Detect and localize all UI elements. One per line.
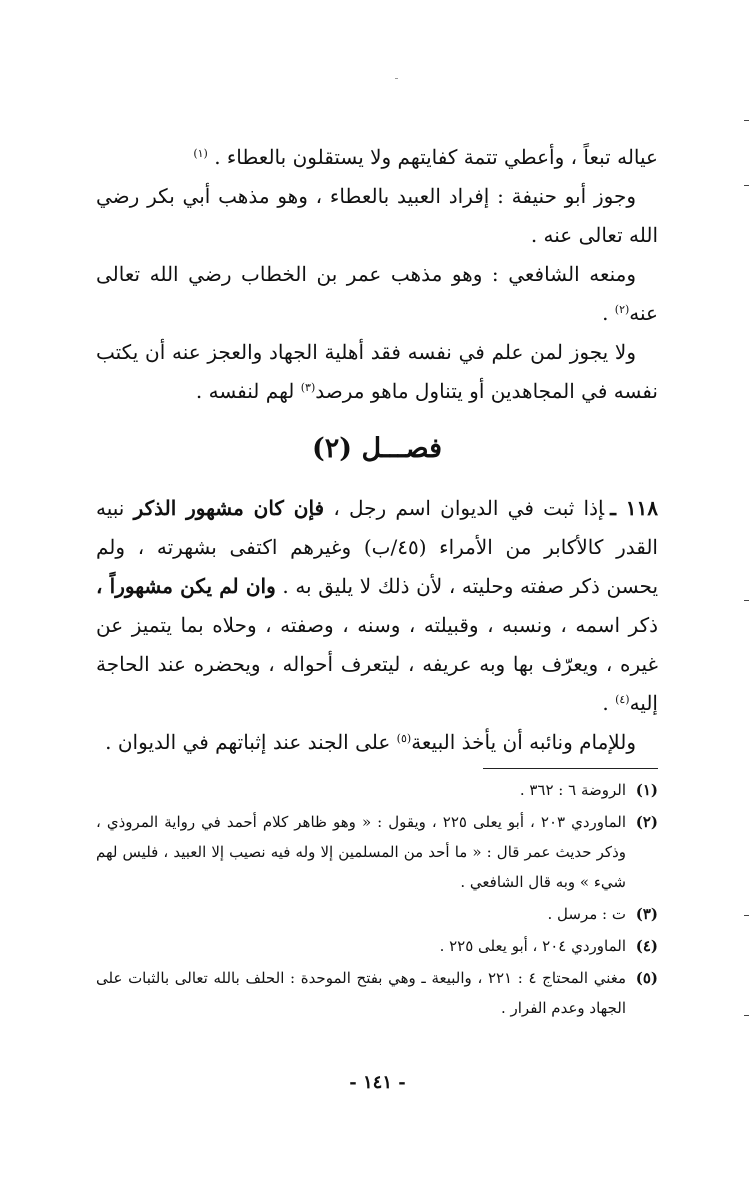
footnotes (96, 775, 658, 1023)
paragraph-1: عياله تبعاً ، وأعطي تتمة كفايتهم ولا يستقلون بالعطاء . $^{(١)}$ (193, 145, 658, 169)
paragraph-number: ١١٨ ـ (610, 496, 658, 520)
footnote-1: (١) الروضة ٦ : ٣٦٢ . (519, 781, 658, 799)
section-heading: فصـــل (٢) (312, 433, 442, 464)
footnote-ref-1: (١) (193, 147, 208, 160)
footnote-ref-5: (٥) (396, 732, 412, 745)
main-text (96, 138, 658, 411)
scan-edge-mark (744, 600, 749, 601)
scan-edge-mark (744, 185, 749, 186)
scan-edge-mark (744, 915, 749, 916)
footnote-3: (٣) ت : مرسل . (547, 905, 658, 923)
paragraph-118: ١١٨ ـإذا ثبت في الديوان اسم رجل ، فإن كان مشهور الذكر نبيه القدر كالأكابر من الأمراء (٤٥/ب) وغيرهم اكتفى بشهرته ، ولم يحسن ذكر صفته وحليته ، لأن ذلك لا يليق به . وان لم يكن مشهوراً ، ذكر اسمه ، ونسبه ، وقبيلته ، وسنه ، وصفته ، وحلاه بما يتميز عن غيره ، ويعرّف بها وبه عريفه ، ليتعرف أحواله ، ويحضره عند الحاجة إليه$^{(٤)}$ . (96, 496, 659, 715)
bold-phrase-1: فإن كان مشهور الذكر (133, 496, 325, 520)
scan-edge-mark (744, 1015, 749, 1016)
paragraph-bay'a: وللإمام ونائبه أن يأخذ البيعة$^{(٥)}$ على الجند عند إثباتهم في الديوان . (105, 730, 636, 754)
page-number: - ١٤١ - (349, 1072, 406, 1093)
paragraph-4: ولا يجوز لمن علم في نفسه فقد أهلية الجهاد والعجز عنه أن يكتب نفسه في المجاهدين أو يتناول ماهو مرصد$^{(٣)}$ لهم لنفسه . (96, 340, 658, 403)
scan-speck (395, 78, 398, 79)
footnote-5: (٥) مغني المحتاج ٤ : ٢٢١ ، والبيعة ـ وهي بفتح الموحدة : الحلف بالله تعالى بالثبات على الجهاد وعدم الفرار . (96, 969, 658, 1017)
scan-edge-mark (744, 120, 749, 121)
footnote-ref-4: (٤) (615, 693, 630, 706)
paragraph-3: ومنعه الشافعي : وهو مذهب عمر بن الخطاب رضي الله تعالى عنه$^{(٢)}$ . (96, 262, 658, 325)
footnote-4: (٤) الماوردي ٢٠٤ ، أبو يعلى ٢٢٥ . (439, 937, 658, 955)
paragraph-2: وجوز أبو حنيفة : إفراد العبيد بالعطاء ، وهو مذهب أبي بكر رضي الله تعالى عنه . (96, 184, 658, 247)
footnote-2: (٢) الماوردي ٢٠٣ ، أبو يعلى ٢٢٥ ، ويقول : « وهو ظاهر كلام أحمد في رواية المروذي ، وذكر حديث عمر قال : « ما أحد من المسلمين إلا وله فيه نصيب إلا العبيد ، فليس لهم شيء » وبه قال الشافعي . (96, 813, 658, 891)
footnote-ref-2: (٢) (614, 303, 630, 316)
footnote-ref-3: (٣) (300, 381, 316, 394)
page-content (96, 138, 658, 1025)
bold-phrase-2: وان لم يكن مشهوراً ، (96, 574, 276, 598)
footnote-divider (483, 768, 658, 769)
